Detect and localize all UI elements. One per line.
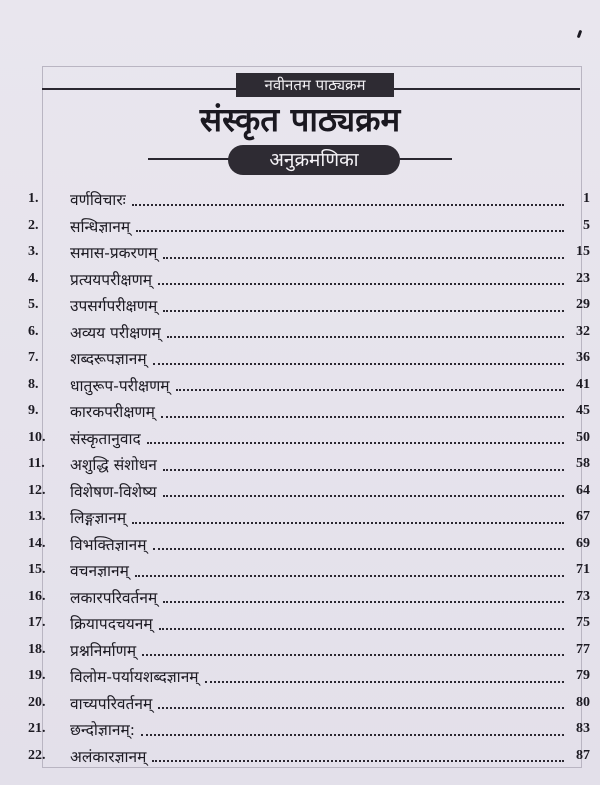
toc-row xyxy=(28,584,590,611)
toc-number: 17. xyxy=(28,615,46,631)
dot-leader xyxy=(132,203,564,206)
toc-number: 13. xyxy=(28,509,46,525)
toc-chapter-title: लिङ्गज्ञानम् xyxy=(70,509,127,528)
toc-row xyxy=(28,637,590,664)
toc-number: 21. xyxy=(28,721,46,737)
section-heading: अनुक्रमणिका xyxy=(228,145,400,175)
dot-leader xyxy=(176,388,564,391)
toc-chapter-title: धातुरूप-परीक्षणम् xyxy=(70,376,170,395)
toc-page-number: 64 xyxy=(576,482,590,498)
toc-row xyxy=(28,186,590,213)
toc-page-number: 1 xyxy=(583,191,590,207)
dot-leader xyxy=(141,733,564,736)
toc-number: 15. xyxy=(28,562,46,578)
toc-chapter-title: छन्दोज्ञानम्: xyxy=(70,721,135,740)
toc-page-number: 58 xyxy=(576,456,590,472)
toc-number: 22. xyxy=(28,747,46,763)
toc-row xyxy=(28,557,590,584)
toc-number: 3. xyxy=(28,244,39,260)
toc-row xyxy=(28,319,590,346)
toc-page-number: 45 xyxy=(576,403,590,419)
toc-number: 11. xyxy=(28,456,45,472)
toc-chapter-title: वर्णविचारः xyxy=(70,191,126,210)
toc-chapter-title: वाच्यपरिवर्तनम् xyxy=(70,694,153,713)
toc-chapter-title: अलंकारज्ञानम् xyxy=(70,747,147,766)
toc-chapter-title: उपसर्गपरीक्षणम् xyxy=(70,297,158,316)
toc-number: 20. xyxy=(28,694,46,710)
toc-page-number: 77 xyxy=(576,641,590,657)
toc-row xyxy=(28,345,590,372)
toc-chapter-title: विशेषण-विशेष्य xyxy=(70,482,157,501)
toc-chapter-title: विभक्तिज्ञानम् xyxy=(70,535,147,554)
toc-row xyxy=(28,743,590,770)
page-title: संस्कृत पाठ्यक्रम xyxy=(199,100,401,139)
toc-page-number: 29 xyxy=(576,297,590,313)
toc-number: 12. xyxy=(28,482,46,498)
toc-row xyxy=(28,398,590,425)
toc-number: 5. xyxy=(28,297,39,313)
toc-chapter-title: अशुद्धि संशोधन xyxy=(70,456,157,475)
dot-leader xyxy=(163,494,564,497)
toc-number: 19. xyxy=(28,668,46,684)
dot-leader xyxy=(132,521,564,524)
dot-leader xyxy=(135,574,564,577)
dot-leader xyxy=(153,362,564,365)
toc-chapter-title: क्रियापदचयनम् xyxy=(70,615,153,634)
toc-page-number: 41 xyxy=(576,376,590,392)
toc-page-number: 83 xyxy=(576,721,590,737)
toc-number: 16. xyxy=(28,588,46,604)
dot-leader xyxy=(152,759,564,762)
dot-leader xyxy=(136,229,564,232)
syllabus-badge: नवीनतम पाठ्यक्रम xyxy=(236,73,394,97)
toc-number: 18. xyxy=(28,641,46,657)
toc-chapter-title: समास-प्रकरणम् xyxy=(70,244,158,263)
dot-leader xyxy=(159,627,564,630)
dot-leader xyxy=(147,441,564,444)
toc-page-number: 23 xyxy=(576,270,590,286)
dot-leader xyxy=(153,547,564,550)
toc-chapter-title: वचनज्ञानम् xyxy=(70,562,129,581)
dot-leader xyxy=(158,706,564,709)
toc-chapter-title: सन्धिज्ञानम् xyxy=(70,217,131,236)
toc-page-number: 75 xyxy=(576,615,590,631)
dot-leader xyxy=(163,600,564,603)
toc-row xyxy=(28,663,590,690)
toc-number: 2. xyxy=(28,217,39,233)
toc-number: 4. xyxy=(28,270,39,286)
toc-chapter-title: प्रत्ययपरीक्षणम् xyxy=(70,270,153,289)
dot-leader xyxy=(205,680,564,683)
toc-row xyxy=(28,451,590,478)
toc-chapter-title: शब्दरूपज्ञानम् xyxy=(70,350,147,369)
toc-row xyxy=(28,690,590,717)
toc-page-number: 5 xyxy=(583,217,590,233)
toc-row xyxy=(28,478,590,505)
toc-number: 9. xyxy=(28,403,39,419)
ink-speck xyxy=(577,30,583,39)
toc-page-number: 80 xyxy=(576,694,590,710)
toc-page-number: 15 xyxy=(576,244,590,260)
toc-row xyxy=(28,716,590,743)
toc-page-number: 87 xyxy=(576,747,590,763)
toc-number: 7. xyxy=(28,350,39,366)
toc-number: 10. xyxy=(28,429,46,445)
toc-number: 8. xyxy=(28,376,39,392)
toc-chapter-title: विलोम-पर्यायशब्दज्ञानम् xyxy=(70,668,199,687)
toc-page-number: 50 xyxy=(576,429,590,445)
toc-page-number: 36 xyxy=(576,350,590,366)
dot-leader xyxy=(163,256,564,259)
toc-chapter-title: लकारपरिवर्तनम् xyxy=(70,588,158,607)
toc-page-number: 79 xyxy=(576,668,590,684)
toc-page-number: 71 xyxy=(576,562,590,578)
toc-number: 6. xyxy=(28,323,39,339)
dot-leader xyxy=(142,653,564,656)
toc-row xyxy=(28,372,590,399)
toc-row xyxy=(28,610,590,637)
dot-leader xyxy=(163,468,564,471)
dot-leader xyxy=(163,309,564,312)
toc-chapter-title: प्रश्ननिर्माणम् xyxy=(70,641,137,660)
toc-chapter-title: संस्कृतानुवाद xyxy=(70,429,141,448)
toc-chapter-title: अव्यय परीक्षणम् xyxy=(70,323,161,342)
dot-leader xyxy=(158,282,564,285)
toc-row xyxy=(28,292,590,319)
toc-row xyxy=(28,213,590,240)
dot-leader xyxy=(161,415,564,418)
toc-page-number: 69 xyxy=(576,535,590,551)
toc-number: 1. xyxy=(28,191,39,207)
toc-row xyxy=(28,239,590,266)
toc-row xyxy=(28,531,590,558)
toc-row xyxy=(28,425,590,452)
toc-chapter-title: कारकपरीक्षणम् xyxy=(70,403,155,422)
toc-page-number: 73 xyxy=(576,588,590,604)
toc-row xyxy=(28,266,590,293)
toc-page-number: 67 xyxy=(576,509,590,525)
table-of-contents xyxy=(28,186,590,769)
toc-row xyxy=(28,504,590,531)
toc-page-number: 32 xyxy=(576,323,590,339)
toc-number: 14. xyxy=(28,535,46,551)
dot-leader xyxy=(167,335,564,338)
